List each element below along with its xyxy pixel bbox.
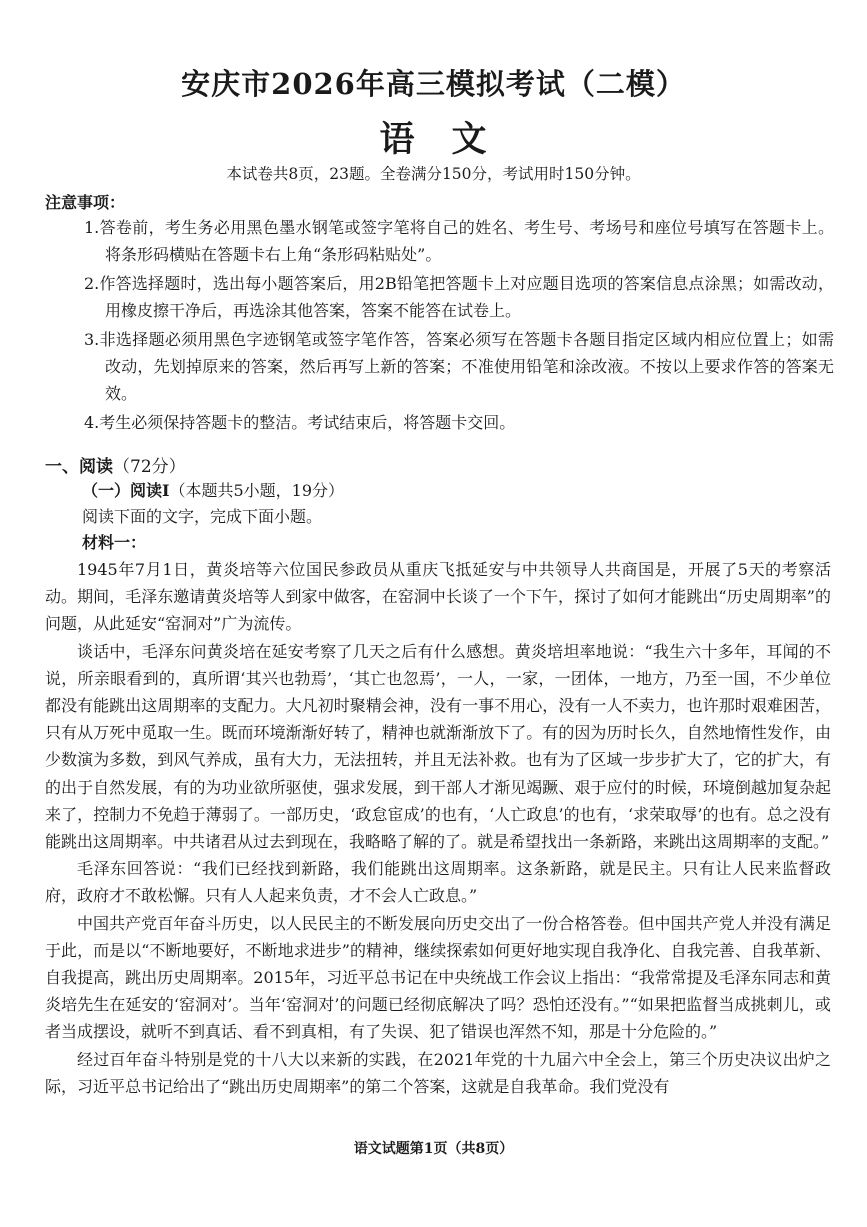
exam-info: 本试卷共8页，23题。全卷满分150分，考试用时150分钟。 (226, 165, 641, 183)
exam-title: 安庆市2026年高三模拟考试（二模） (181, 67, 686, 101)
passage-paragraph: 1945年7月1日，黄炎培等六位国民参政员从重庆飞抵延安与中共领导人共商国是，开展了5天的考察活动。期间，毛泽东邀请黄炎培等人到家中做客，在窑洞中长谈了一个下午，探讨了如何才能跳出“历史周期率”的问题，从此延安“窑洞对”广为流传。 (45, 560, 831, 634)
passage-paragraph: 谈话中，毛泽东问黄炎培在延安考察了几天之后有什么感想。黄炎培坦率地说：“我生六十多年，耳闻的不说，所亲眼看到的，真所谓‘其兴也勃焉’，‘其亡也忽焉’，一人，一家，一团体，一地方，乃至一国，不少单位都没有能跳出这周期率的支配力。大凡初时聚精会神，没有一事不用心，没有一人不卖力，也许那时艰难困苦，只有从万死中觅取一生。既而环境渐渐好转了，精神也就渐渐放下了。有的因为历时长久，自然地惰性发作，由少数演为多数，到风气养成，虽有大力，无法扭转，并且无法补救。也有为了区域一步步扩大了，它的扩大，有的出于自然发展，有的为功业欲所驱使，强求发展，到干部人才渐见竭蹶、艰于应付的时候，环境倒越加复杂起来了，控制力不免趋于薄弱了。一部历史，‘政怠宦成’的也有，‘人亡政息’的也有，‘求荣取辱’的也有。总之没有能跳出这周期率。中共诸君从过去到现在，我略略了解的了。就是希望找出一条新路，来跳出这周期率的支配。” (45, 641, 831, 852)
notice-list (84, 214, 834, 438)
section-score: （72分） (113, 457, 186, 477)
notice-item-2: 2.作答选择题时，选出每小题答案后，用2B铅笔把答题卡上对应题目选项的答案信息点涂黑；如需改动，用橡皮擦干净后，再选涂其他答案，答案不能答在试卷上。 (84, 274, 834, 320)
material-label: 材料一： (82, 533, 147, 552)
subsection-title: （一）阅读Ⅰ (82, 481, 170, 500)
notice-heading: 注意事项： (45, 193, 126, 212)
reading-instruction: 阅读下面的文字，完成下面小题。 (82, 507, 323, 526)
notice-item-1: 1.答卷前，考生务必用黑色墨水钢笔或签字笔将自己的姓名、考生号、考场号和座位号填写在答题卡上。将条形码横贴在答题卡右上角“条形码粘贴处”。 (84, 218, 834, 264)
subject-title: 语 文 (379, 119, 488, 160)
passage-paragraph: 经过百年奋斗特别是党的十八大以来新的实践，在2021年党的十九届六中全会上，第三个历史决议出炉之际，习近平总书记给出了“跳出历史周期率”的第二个答案，这就是自我革命。我们党没有 (45, 1049, 831, 1096)
section-heading (45, 452, 186, 477)
reading-passage (45, 556, 831, 1100)
section-title: 一、阅读 (45, 457, 113, 477)
passage-paragraph: 毛泽东回答说：“我们已经找到新路，我们能跳出这周期率。这条新路，就是民主。只有让人民来监督政府，政府才不敢松懈。只有人人起来负责，才不会人亡政息。” (45, 859, 831, 906)
subsection-score: （本题共5小题，19分） (169, 481, 345, 500)
notice-item-3: 3.非选择题必须用黑色字迹钢笔或签字笔作答，答案必须写在答题卡各题目指定区域内相应位置上；如需改动，先划掉原来的答案，然后再写上新的答案；不准使用铅笔和涂改液。不按以上要求作答的答案无效。 (84, 330, 834, 403)
passage-paragraph: 中国共产党百年奋斗历史，以人民民主的不断发展向历史交出了一份合格答卷。但中国共产党人并没有满足于此，而是以“不断地要好，不断地求进步”的精神，继续探索如何更好地实现自我净化、自我完善、自我革新、自我提高，跳出历史周期率。2015年，习近平总书记在中央统战工作会议上指出：“我常常提及毛泽东同志和黄炎培先生在延安的‘窑洞对’。当年‘窑洞对’的问题已经彻底解决了吗？恐怕还没有。”“如果把监督当成挑刺儿，或者当成摆设，就听不到真话、看不到真相，有了失误、犯了错误也浑然不知，那是十分危险的。” (45, 913, 831, 1042)
notice-item-4: 4.考生必须保持答题卡的整洁。考试结束后，将答题卡交回。 (84, 413, 516, 432)
subsection-heading (82, 478, 344, 501)
page-footer: 语文试题第1页（共8页） (353, 1141, 514, 1157)
